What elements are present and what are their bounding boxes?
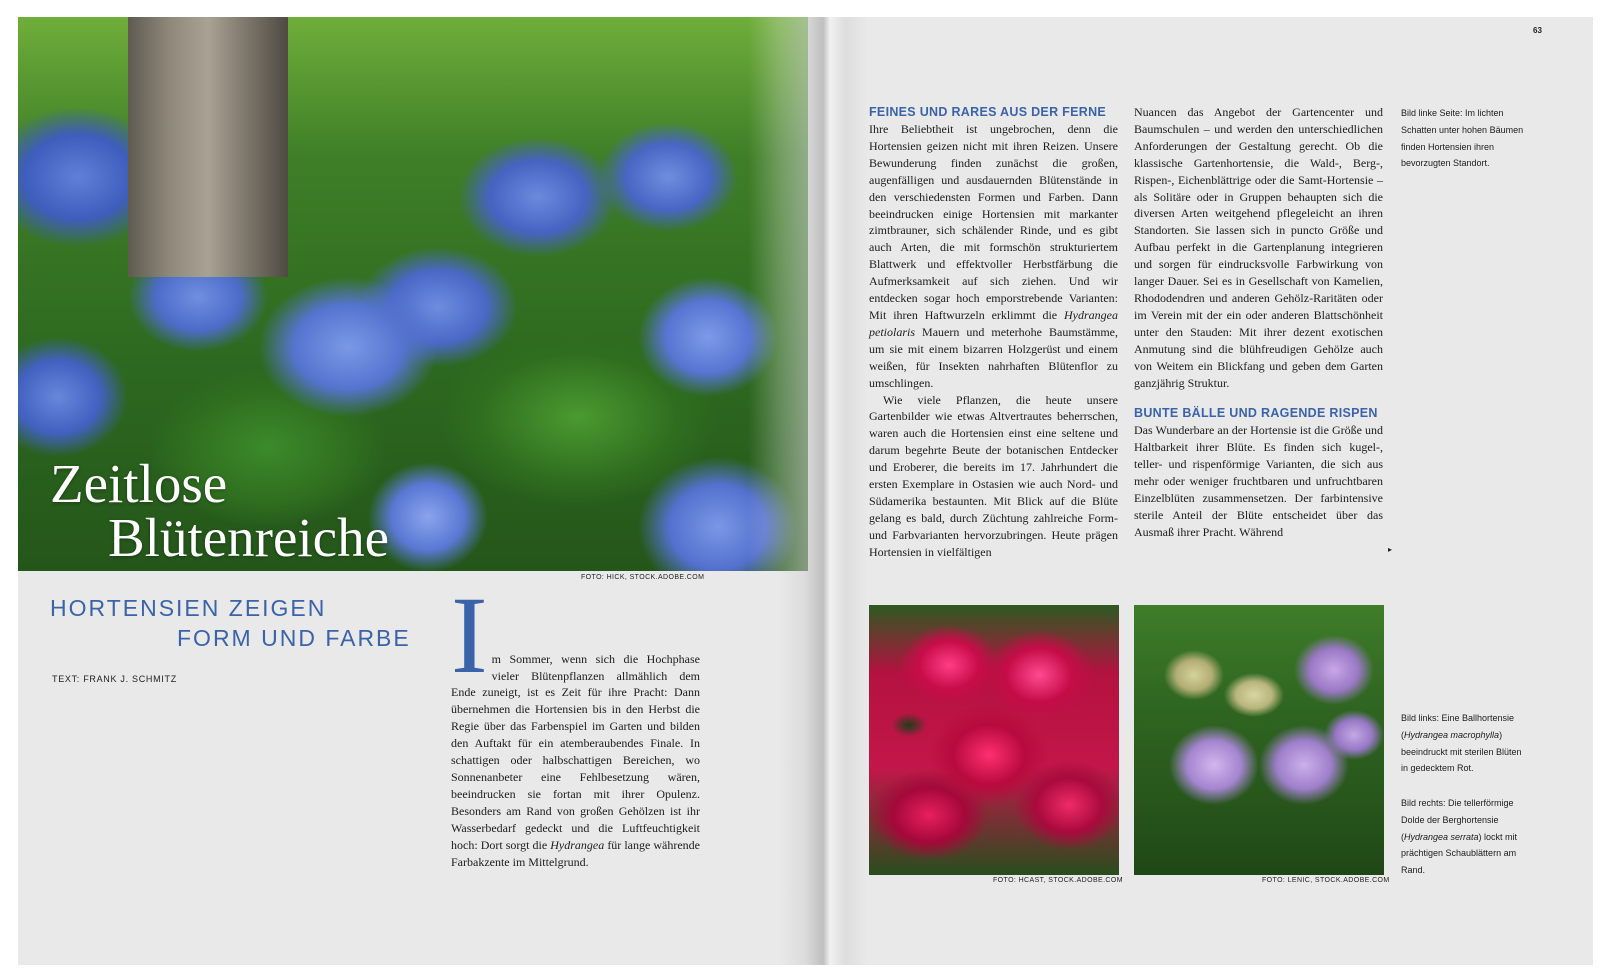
caption-left-page: Bild linke Seite: Im lichten Schatten unter hohen Bäumen finden Hortensien ihren bevorzugten Standort. [1401, 108, 1524, 169]
drop-cap: I [451, 574, 488, 696]
hero-photo-credit: FOTO: HICK, STOCK.ADOBE.COM [581, 574, 705, 581]
article-title [50, 453, 389, 568]
red-photo-credit: FOTO: HCAST, STOCK.ADOBE.COM [993, 877, 1123, 884]
column-2-paragraph-2: Das Wunderbare an der Hortensie ist die Größe und Haltbarkeit ihrer Blüte. Es finden sich kugel-, teller- und rispenförmige Varianten, die sich aus mehr oder weniger fruchtbaren und unfruchtbaren Einzelblüten zusammensetzen. Der farbintensive sterile Anteil der Blüte entscheidet über das Ausmaß ihrer Pracht. Während [1134, 423, 1383, 539]
title-line-2: Blütenreiche [108, 507, 389, 568]
page-number: 63 [1533, 26, 1542, 35]
page-gutter [778, 17, 868, 965]
magazine-spread [18, 17, 1593, 965]
article-column-1 [869, 104, 1118, 561]
subhead-line-1: HORTENSIEN ZEIGEN [50, 595, 327, 621]
byline: TEXT: FRANK J. SCHMITZ [52, 674, 177, 684]
column-2-paragraph-1: Nuancen das Angebot der Gartencenter und Baumschulen – und werden den unterschiedlichen Anforderungen der Gestaltung gerecht. Ob die klassische Gartenhortensie, die Wald-, Berg-, Rispen-, Eichenblättrige oder die Samt-Hortensie – als Solitäre oder in Gruppen behaupten sich die diversen Arten weitgehend pflegeleicht an ihren Standorten. Sie lassen sich in puncto Größe und Aufbau perfekt in die Gartenplanung integrieren und sorgen für eindrucksvolle Farbwirkung von langer Dauer. Sei es in Gesellschaft von Kamelien, Rhododendren und anderen Gehölz-Raritäten oder im Verein mit der ein oder anderen Blattschönheit unter den Stauden: Mit ihrer dezent exotischen Anmutung sind die blühfreudigen Gehölze auch von Weitem ein Blickfang und geben dem Garten ganzjährig Struktur. [1134, 105, 1383, 390]
column-1-paragraph-2: Wie viele Pflanzen, die heute unsere Gartenbilder wie etwas Altvertrautes beherrschen, waren auch die Hortensien einst eine seltene und darum begehrte Beute der botanischen Entdecker und Eroberer, die bereits im 17. Jahrhundert die ersten Exemplare in Ostasien wie auch Nord- und Südamerika bestaunten. Mit Blick auf die Blüte gelang es bald, durch Züchtung zahlreiche Form- und Farbvarianten hervorzubringen. Heute prägen Hortensien in vielfältigen [869, 392, 1118, 559]
lilac-lacecap-hydrangea-photo [1134, 605, 1384, 875]
section-heading-1: FEINES UND RARES AUS DER FERNE [869, 105, 1107, 119]
continue-arrow-icon: ▸ [1388, 545, 1393, 554]
caption-picture-left: Bild links: Eine Ballhortensie (Hydrangea macrophylla) beeindruckt mit sterilen Blüten in gedecktem Rot. [1401, 713, 1522, 774]
title-line-1: Zeitlose [50, 453, 228, 514]
blue-photo-credit: FOTO: LENIC, STOCK.ADOBE.COM [1262, 877, 1390, 884]
subhead-line-2: FORM UND FARBE [177, 625, 411, 651]
hero-hydrangea-photo [18, 17, 808, 571]
column-1-paragraph-1: Ihre Beliebtheit ist ungebrochen, denn die Hortensien geizen nicht mit ihren Reizen. Unsere Bewunderung finden zunächst die großen, augenfälligen und ausdauernden Blütenstände in den verschiedensten Formen und Farben. Dann beeindrucken einige Hortensien mit markanter zimtbrauner, sich schälender Rinde, und es gibt auch Arten, die mit formschön strukturiertem Blattwerk und effektvoller Herbstfärbung die Aufmerksamkeit auf sich ziehen. Und wir entdecken sogar hoch emporstrebende Varianten: Mit ihren Haftwurzeln erklimmt die Hydrangea petiolaris Mauern und meterhohe Baumstämme, um sie mit einem bizarren Holzgerüst und einem weißen, für Insekten nahrhaften Blütenflor zu umschlingen. [869, 122, 1119, 390]
caption-picture-right: Bild rechts: Die tellerförmige Dolde der Berghortensie (Hydrangea serrata) lockt mit prächtigen Schaublättern am Rand. [1401, 798, 1518, 876]
section-heading-2: BUNTE BÄLLE UND RAGENDE RISPEN [1134, 406, 1378, 421]
tree-trunk [128, 17, 288, 277]
red-hydrangea-photo [869, 605, 1119, 875]
article-subhead [50, 593, 411, 653]
intro-paragraph: Im Sommer, wenn sich die Hochphase vieler Blütenpflanzen allmählich dem Ende zuneigt, ist es Zeit für ihre Pracht: Dann übernehmen die Hortensien bis in den Herbst die Regie über das Farbenspiel im Garten und bilden den Auftakt für ein atemberaubendes Finale. In schattigen oder halbschattigen Bereichen, wo Sonnenanbeter eine Fehlbesetzung wären, beeindrucken sie fortan mit ihrer Opulenz. Besonders am Rand von großen Gehölzen ist ihr Wasserbedarf gedeckt und die Luftfeuchtigkeit hoch: Dort sorgt die Hydrangea für lange währende Farbakzente im Mittelgrund. [451, 574, 701, 869]
article-column-2 [1134, 104, 1383, 541]
